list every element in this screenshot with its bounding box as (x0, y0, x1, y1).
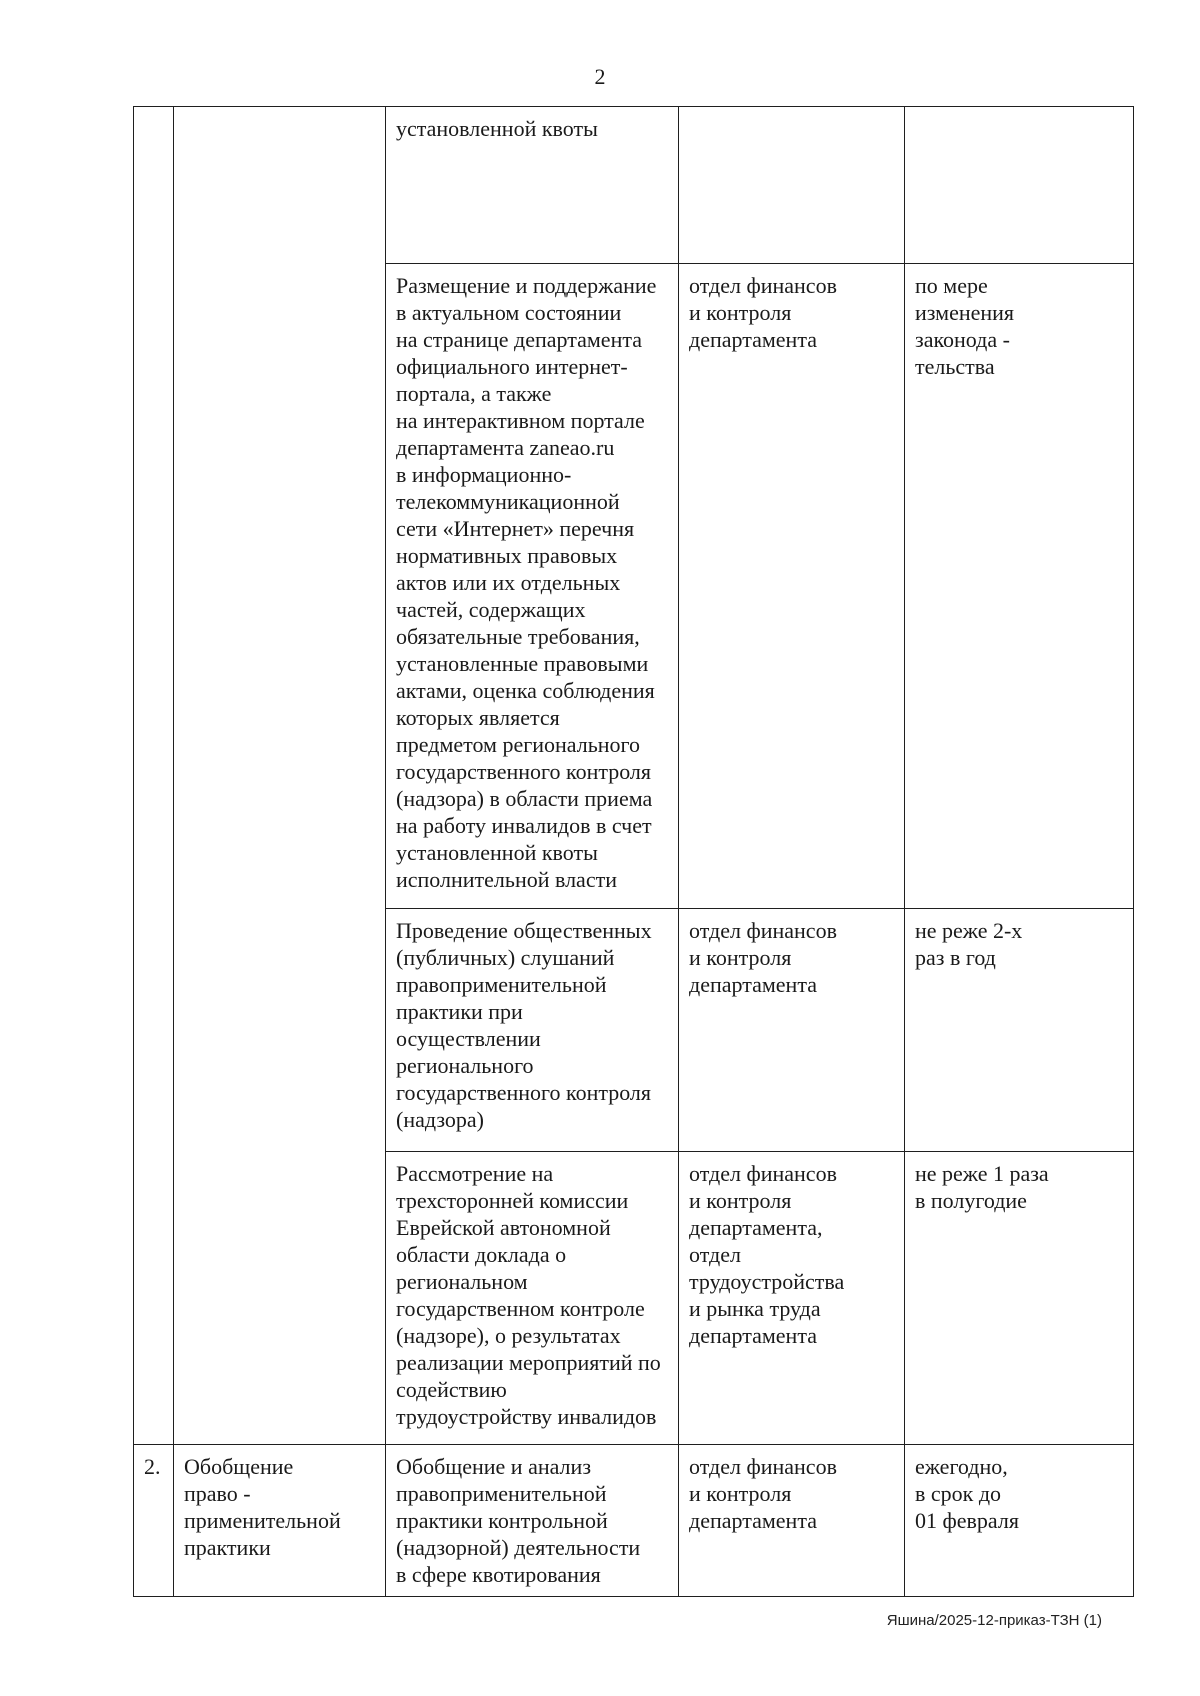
deadline-cell (905, 107, 1134, 264)
responsible-cell (679, 107, 905, 264)
deadline-cell: ежегодно, в срок до 01 февраля (905, 1445, 1134, 1597)
measures-table (133, 106, 1134, 1597)
responsible-cell: отдел финансов и контроля департамента, отдел трудоустройства и рынка труда департамента (679, 1152, 905, 1445)
row-number-cell (134, 107, 174, 1445)
activity-cell: Рассмотрение на трехсторонней комиссии Еврейской автономной области доклада о региональном государственном контроле (надзоре), о результатах реализации мероприятий по содействию трудоустройству инвалидов (386, 1152, 679, 1445)
responsible-cell: отдел финансов и контроля департамента (679, 1445, 905, 1597)
deadline-cell: по мере изменения законода - тельства (905, 264, 1134, 909)
activity-cell: установленной квоты (386, 107, 679, 264)
activity-cell: Проведение общественных (публичных) слушаний правоприменительной практики при осуществлении регионального государственного контроля (надзора) (386, 909, 679, 1152)
responsible-cell: отдел финансов и контроля департамента (679, 909, 905, 1152)
table-row (134, 1445, 1134, 1597)
row-number-cell: 2. (134, 1445, 174, 1597)
page-number: 2 (594, 64, 606, 89)
document-footer: Яшина/2025-12-приказ-ТЗН (1) (886, 1612, 1102, 1629)
responsible-cell: отдел финансов и контроля департамента (679, 264, 905, 909)
activity-cell: Обобщение и анализ правоприменительной практики контрольной (надзорной) деятельности в сфере квотирования (386, 1445, 679, 1597)
direction-cell: Обобщение право - применительной практики (174, 1445, 386, 1597)
activity-cell: Размещение и поддержание в актуальном состоянии на странице департамента официального интернет- портала, а также на интерактивном портале департамента zaneao.ru в информационно- телекоммуникационной сети «Интернет» перечня нормативных правовых актов или их отдельных частей, содержащих обязательные требования, установленные правовыми актами, оценка соблюдения которых является предметом регионального государственного контроля (надзора) в области приема на работу инвалидов в счет установленной квоты исполнительной власти (386, 264, 679, 909)
direction-cell (174, 107, 386, 1445)
table-row (134, 107, 1134, 264)
deadline-cell: не реже 1 раза в полугодие (905, 1152, 1134, 1445)
deadline-cell: не реже 2-х раз в год (905, 909, 1134, 1152)
